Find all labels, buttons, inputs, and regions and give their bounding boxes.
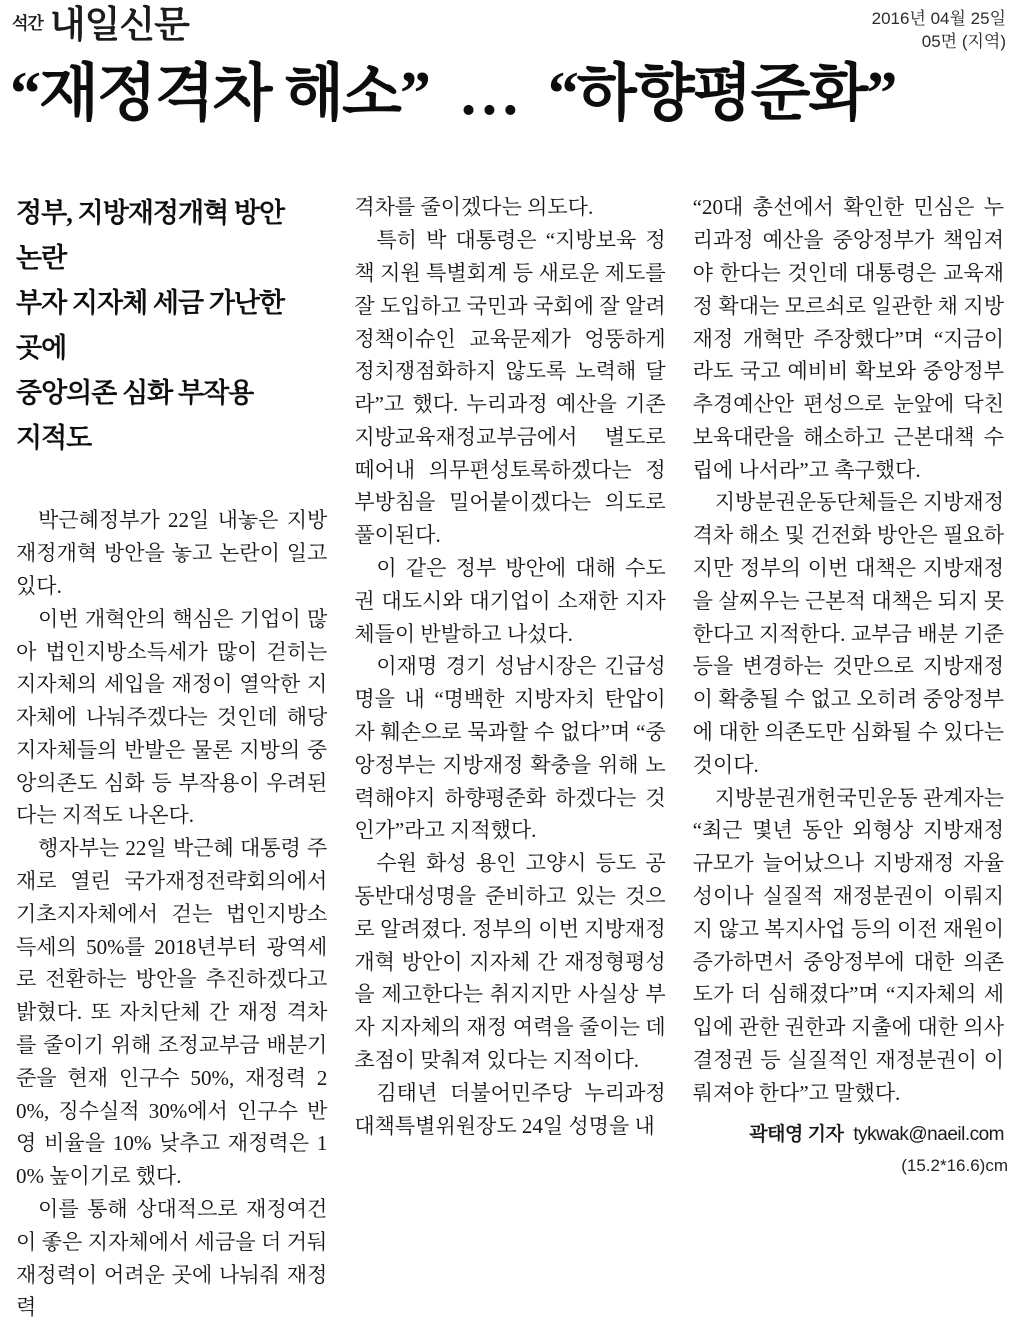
page-section-info: 05면 (지역) bbox=[921, 31, 1006, 51]
article-paragraph: 지방분권개헌국민운동 관계자는 “최근 몇년 동안 외형상 지방재정 규모가 늘어났으나 지방재정 자율성이나 실질적 재정분권이 이뤄지지 않고 복지사업 등의 이전 재원이 증가하면서 중앙정부에 대한 의존도가 더 심해졌다”며 “지자체의 세입에 관한 권한과 지출에 대한 의사결정권 등 실질적인 재정분권이 이뤄져야 한다”고 말했다. bbox=[692, 785, 1004, 1105]
column-1-body bbox=[16, 504, 327, 1324]
article-paragraph: 격차를 줄이겠다는 의도다. bbox=[354, 195, 594, 220]
sub-headline-line: 정부, 지방재정개혁 방안 논란 bbox=[16, 198, 285, 274]
article-paragraph: 이 같은 정부 방안에 대해 수도권 대도시와 대기업이 소재한 지자체들이 반발하고 나섰다. bbox=[354, 556, 666, 646]
headline-gap bbox=[518, 60, 548, 128]
article-column-3 bbox=[693, 191, 1004, 1324]
headline-right: “하향평준화” bbox=[547, 59, 896, 128]
article-paragraph: 김태년 더불어민주당 누리과정대책특별위원장도 24일 성명을 내 bbox=[354, 1080, 666, 1138]
column-2-body bbox=[354, 191, 665, 1142]
date-block bbox=[872, 6, 1006, 54]
article-paragraph: “20대 총선에서 확인한 민심은 누리과정 예산을 중앙정부가 책임져야 한다는 것인데 대통령은 교육재정 확대는 모르쇠로 일관한 채 지방재정 개혁만 주장했다”며 “지금이라도 국고 예비비 확보와 중앙정부 추경예산안 편성으로 눈앞에 닥친 보육대란을 해소하고 근본대책 수립에 나서라”고 촉구했다. bbox=[692, 195, 1004, 482]
article-paragraph: 행자부는 22일 박근혜 대통령 주재로 열린 국가재정전략회의에서 기초지자체에서 걷는 법인지방소득세의 50%를 2018년부터 광역세로 전환하는 방안을 추진하겠다고 밝혔다. 또 자치단체 간 재정 격차를 줄이기 위해 조정교부금 배분기준을 현재 인구수 50%, 재정력 20%, 징수실적 30%에서 인구수 반영 비율을 10% 낮추고 재정력은 10% 높이기로 했다. bbox=[16, 836, 328, 1189]
headline-ellipsis bbox=[429, 60, 459, 128]
sub-headline-line: 부자 지자체 세금 가난한 곳에 bbox=[16, 288, 285, 364]
article-paragraph: 이를 통해 상대적으로 재정여건이 좋은 지자체에서 세금을 더 거둬 재정력이 어려운 곳에 나눠줘 재정력 bbox=[16, 1197, 328, 1320]
newspaper-brand bbox=[12, 6, 189, 43]
article-paragraph: 이번 개혁안의 핵심은 기업이 많아 법인지방소득세가 많이 걷히는 지자체의 세입을 재정이 열악한 지자체에 나눠주겠다는 것인데 해당 지자체들의 반발은 물론 지방의 중앙의존도 심화 등 부작용이 우려된다는 지적도 나온다. bbox=[16, 606, 328, 828]
headline-left: “재정격차 해소” bbox=[10, 59, 429, 128]
article-column-2 bbox=[354, 191, 665, 1324]
article-paragraph: 박근혜정부가 22일 내놓은 지방재정개혁 방안을 놓고 논란이 일고 있다. bbox=[16, 508, 328, 598]
article-columns bbox=[0, 129, 1020, 1324]
clipping-size-note: (15.2*16.6)cm bbox=[901, 1156, 1008, 1175]
article-column-1 bbox=[16, 191, 327, 1324]
article-paragraph: 특히 박 대통령은 “지방보육 정책 지원 특별회계 등 새로운 제도를 잘 도입하고 국민과 국회에 잘 알려 정책이슈인 교육문제가 엉뚱하게 정치쟁점화하지 않도록 노력해 달라”고 했다. 누리과정 예산을 기존 지방교육재정교부금에서 별도로 떼어내 의무편성토록하겠다는 정부방침을 밀어붙이겠다는 의도로 풀이된다. bbox=[354, 228, 666, 548]
publish-date: 2016년 04월 25일 bbox=[871, 9, 1006, 28]
sub-headline-line: 중앙의존 심화 부작용 지적도 bbox=[16, 378, 254, 454]
byline bbox=[693, 1119, 1004, 1152]
article-paragraph: 이재명 경기 성남시장은 긴급성명을 내 “명백한 지방자치 탄압이자 훼손으로 묵과할 수 없다”며 “중앙정부는 지방재정 확충을 위해 노력해야지 하향평준화 하겠다는 것인가”라고 지적했다. bbox=[354, 654, 666, 843]
column-3-body bbox=[693, 191, 1004, 1109]
article-paragraph: 지방분권운동단체들은 지방재정 격차 해소 및 건전화 방안은 필요하지만 정부의 이번 대책은 지방재정을 살찌우는 근본적 대책은 되지 못한다고 지적한다. 교부금 배분 기준 등을 변경하는 것만으로 지방재정이 확충될 수 없고 오히려 중앙정부에 대한 의존도만 심화될 수 있다는 것이다. bbox=[692, 490, 1004, 777]
masthead bbox=[0, 0, 1020, 54]
headline-ellipsis-glyph: … bbox=[458, 59, 519, 128]
reporter-name: 곽태영 기자 bbox=[749, 1123, 844, 1145]
newspaper-logo: 내일신문 bbox=[49, 4, 189, 45]
main-headline bbox=[0, 54, 1020, 129]
article-paragraph: 수원 화성 용인 고양시 등도 공동반대성명을 준비하고 있는 것으로 알려졌다. 정부의 이번 지방재정개혁 방안이 지자체 간 재정형평성을 제고한다는 취지지만 사실상 부자 지자체의 재정 여력을 줄이는 데 초점이 맞춰져 있다는 지적이다. bbox=[354, 851, 666, 1073]
sub-headline bbox=[16, 191, 327, 461]
reporter-email: tykwak@naeil.com bbox=[853, 1123, 1004, 1145]
edition-label: 석간 bbox=[12, 14, 43, 33]
